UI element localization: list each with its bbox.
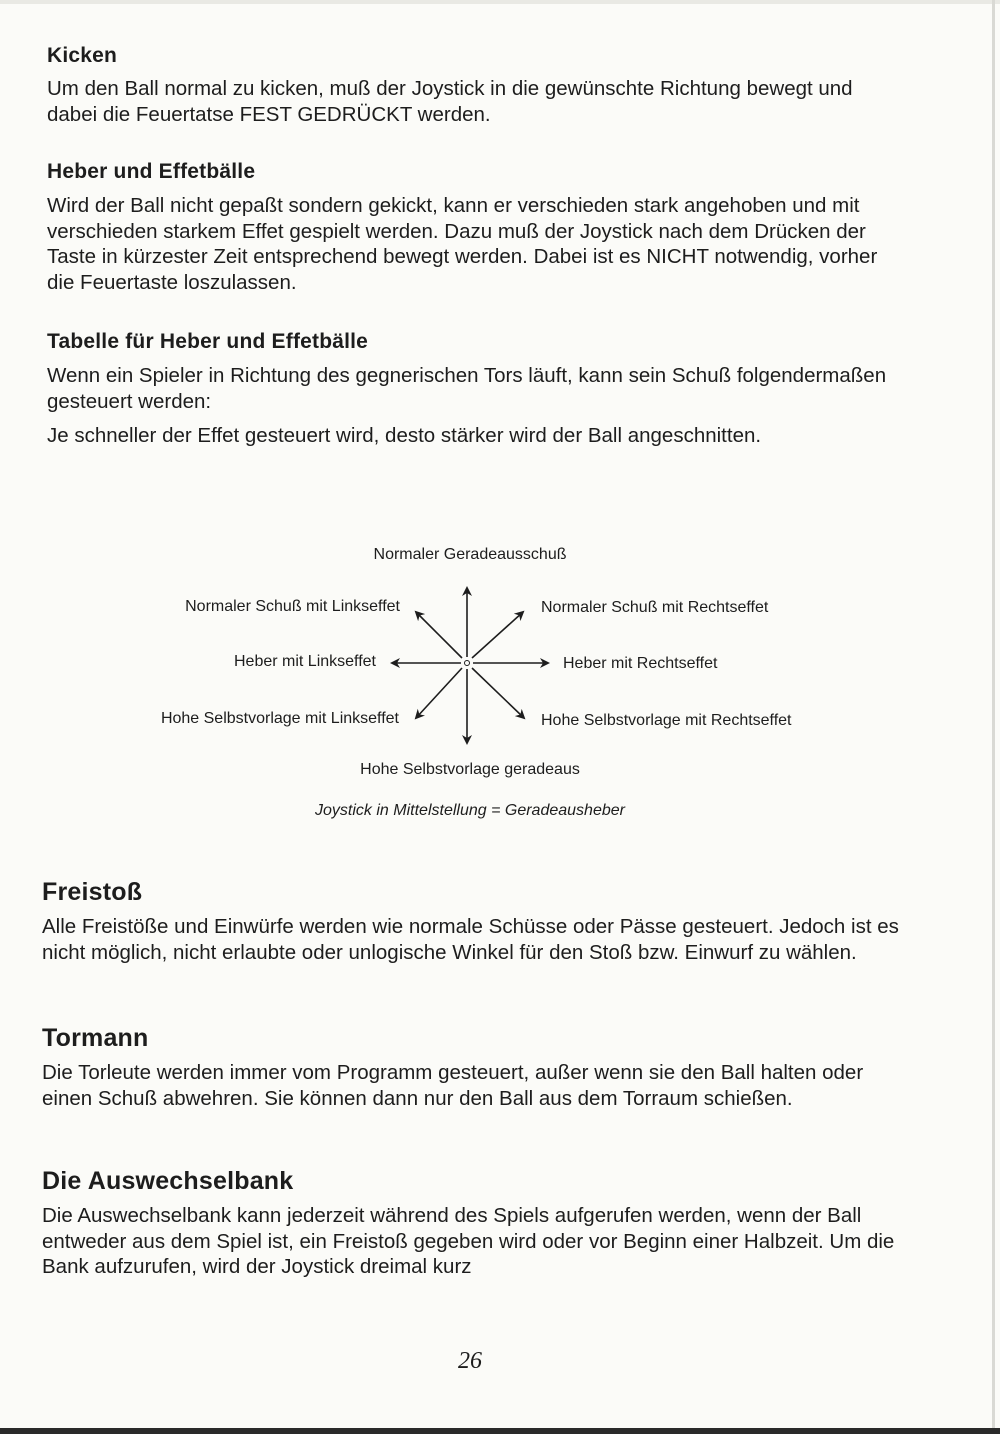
- label-left: Heber mit Linkseffet: [234, 653, 376, 670]
- section-heading: Heber und Effetbälle: [47, 160, 256, 183]
- label-down-left: Hohe Selbstvorlage mit Linkseffet: [160, 710, 399, 727]
- arrow-down-left: [416, 668, 462, 718]
- section-auswechselbank: [42, 1167, 902, 1280]
- section-heading: Tabelle für Heber und Effetbälle: [47, 330, 369, 353]
- page-edge-bottom: [0, 1428, 1000, 1434]
- section-tabelle: [47, 330, 907, 449]
- center-note: Joystick in Mittelstellung = Geradeausheber: [315, 802, 625, 819]
- joystick-diagram: [0, 530, 1000, 840]
- arrow-up-left: [416, 612, 462, 658]
- section-heading: Die Auswechselbank: [42, 1167, 294, 1195]
- section-paragraph: Je schneller der Effet gesteuert wird, desto stärker wird der Ball angeschnitten.: [47, 424, 762, 447]
- label-up-right: Normaler Schuß mit Rechtseffet: [541, 599, 769, 616]
- label-right: Heber mit Rechtseffet: [563, 655, 718, 672]
- joystick-center: [465, 661, 470, 666]
- label-down-right: Hohe Selbstvorlage mit Rechtseffet: [541, 712, 792, 729]
- arrow-down-right: [472, 668, 524, 718]
- section-heading: Freistoß: [42, 878, 143, 906]
- page-number: 26: [458, 1348, 482, 1374]
- section-paragraph: Wenn ein Spieler in Richtung des gegnerischen Tors läuft, kann sein Schuß folgendermaßen gesteuert werden:: [47, 364, 887, 413]
- section-tormann: [42, 1024, 902, 1111]
- label-up: Normaler Geradeausschuß: [373, 546, 567, 563]
- section-paragraph: Um den Ball normal zu kicken, muß der Joystick in die gewünschte Richtung bewegt und dabei die Feuertatse FEST GEDRÜCKT werden.: [47, 77, 853, 126]
- section-freistoss: [42, 878, 902, 965]
- section-paragraph: Alle Freistöße und Einwürfe werden wie normale Schüsse oder Pässe gesteuert. Jedoch ist es nicht möglich, nicht erlaubte oder unlogische Winkel für den Stoß bzw. Einwurf zu wählen.: [42, 915, 899, 964]
- section-paragraph: Die Auswechselbank kann jederzeit während des Spiels aufgerufen werden, wenn der Ball entweder aus dem Spiel ist, ein Freistoß gegeben wird oder vor Beginn einer Halbzeit. Um die Bank aufzurufen, wird der Joystick dreimal kurz: [42, 1204, 895, 1278]
- section-paragraph: Wird der Ball nicht gepaßt sondern gekickt, kann er verschieden stark angehoben und mit verschieden starkem Effet gespielt werden. Dazu muß der Joystick nach dem Drücken der Taste in kürzester Zeit entsprechend bewegt werden. Dabei ist es NICHT notwendig, vorher die Feuertaste loszulassen.: [47, 194, 878, 294]
- section-kicken: [47, 44, 907, 127]
- label-up-left: Normaler Schuß mit Linkseffet: [185, 598, 400, 615]
- section-heading: Kicken: [47, 44, 118, 67]
- section-heading: Tormann: [42, 1024, 149, 1052]
- page-edge-top: [0, 0, 1000, 4]
- section-paragraph: Die Torleute werden immer vom Programm gesteuert, außer wenn sie den Ball halten oder einen Schuß abwehren. Sie können dann nur den Ball aus dem Torraum schießen.: [42, 1061, 864, 1110]
- label-down: Hohe Selbstvorlage geradeaus: [360, 761, 580, 778]
- section-heber-effetbaelle: [47, 160, 907, 295]
- joystick-arrows: [0, 530, 1000, 840]
- arrow-up-right: [472, 612, 523, 658]
